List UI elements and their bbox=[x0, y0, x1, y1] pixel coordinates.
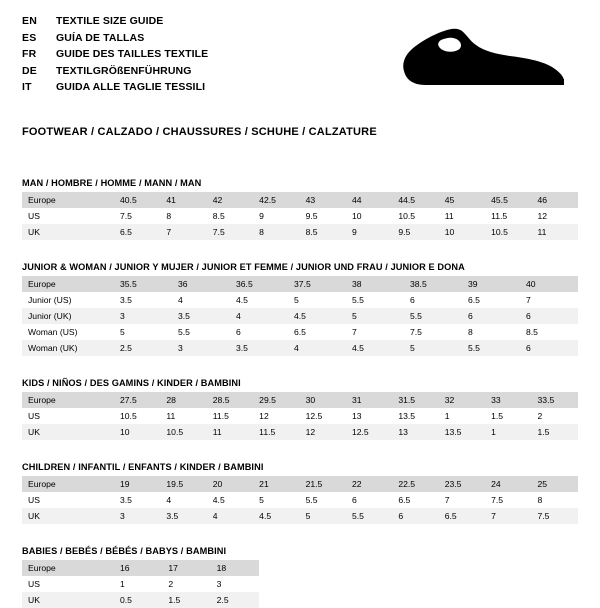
cell: 10.5 bbox=[160, 424, 206, 440]
cell: 6 bbox=[392, 508, 438, 524]
row-label: Europe bbox=[22, 192, 114, 208]
table-row bbox=[22, 208, 578, 224]
cell: 5 bbox=[253, 492, 299, 508]
cell: 42 bbox=[207, 192, 253, 208]
cell: 4 bbox=[288, 340, 346, 356]
cell: 38 bbox=[346, 276, 404, 292]
cell: 25 bbox=[532, 476, 578, 492]
cell: 18 bbox=[211, 560, 259, 576]
row-label: US bbox=[22, 576, 114, 592]
cell: 1 bbox=[439, 408, 485, 424]
cell: 3.5 bbox=[172, 308, 230, 324]
cell: 8 bbox=[160, 208, 206, 224]
cell: 3.5 bbox=[114, 292, 172, 308]
cell: 11 bbox=[439, 208, 485, 224]
cell: 7 bbox=[485, 508, 531, 524]
cell: 4.5 bbox=[346, 340, 404, 356]
cell: 5.5 bbox=[404, 308, 462, 324]
table-row bbox=[22, 340, 578, 356]
cell: 7.5 bbox=[404, 324, 462, 340]
cell: 12 bbox=[253, 408, 299, 424]
section-kids bbox=[22, 378, 578, 440]
cell: 4 bbox=[172, 292, 230, 308]
cell: 9.5 bbox=[392, 224, 438, 240]
size-table-babies bbox=[22, 560, 259, 608]
cell: 2 bbox=[162, 576, 210, 592]
cell: 37.5 bbox=[288, 276, 346, 292]
table-row bbox=[22, 492, 578, 508]
cell: 6.5 bbox=[392, 492, 438, 508]
cell: 36 bbox=[172, 276, 230, 292]
size-table-children bbox=[22, 476, 578, 524]
language-code: DE bbox=[22, 64, 37, 77]
cell: 33.5 bbox=[532, 392, 578, 408]
cell: 7 bbox=[520, 292, 578, 308]
language-title: GUÍA DE TALLAS bbox=[56, 31, 145, 44]
cell: 40.5 bbox=[114, 192, 160, 208]
cell: 28.5 bbox=[207, 392, 253, 408]
table-row bbox=[22, 276, 578, 292]
cell: 6.5 bbox=[288, 324, 346, 340]
cell: 3 bbox=[114, 508, 160, 524]
table-row bbox=[22, 292, 578, 308]
cell: 21 bbox=[253, 476, 299, 492]
size-table-kids bbox=[22, 392, 578, 440]
cell: 5.5 bbox=[462, 340, 520, 356]
language-title: GUIDA ALLE TAGLIE TESSILI bbox=[56, 81, 206, 93]
section-babies bbox=[22, 546, 578, 608]
cell: 39 bbox=[462, 276, 520, 292]
cell: 12 bbox=[532, 208, 578, 224]
language-code: ES bbox=[22, 31, 37, 44]
row-label: US bbox=[22, 208, 114, 224]
cell: 10.5 bbox=[114, 408, 160, 424]
cell: 4.5 bbox=[253, 508, 299, 524]
cell: 17 bbox=[162, 560, 210, 576]
cell: 24 bbox=[485, 476, 531, 492]
cell: 41 bbox=[160, 192, 206, 208]
row-label: Europe bbox=[22, 276, 114, 292]
section-title: JUNIOR & WOMAN / JUNIOR Y MUJER / JUNIOR ET FEMME / JUNIOR UND FRAU / JUNIOR E DONA bbox=[22, 262, 465, 272]
cell: 4.5 bbox=[207, 492, 253, 508]
table-row bbox=[22, 392, 578, 408]
cell: 8 bbox=[462, 324, 520, 340]
cell: 4 bbox=[207, 508, 253, 524]
cell: 44.5 bbox=[392, 192, 438, 208]
cell: 1.5 bbox=[485, 408, 531, 424]
cell: 8.5 bbox=[300, 224, 346, 240]
language-code: EN bbox=[22, 15, 37, 27]
cell: 5 bbox=[114, 324, 172, 340]
cell: 11.5 bbox=[485, 208, 531, 224]
page-header bbox=[22, 14, 578, 110]
row-label: UK bbox=[22, 424, 114, 440]
cell: 8.5 bbox=[520, 324, 578, 340]
section-title: MAN / HOMBRE / HOMME / MANN / MAN bbox=[22, 178, 202, 188]
row-label: Europe bbox=[22, 560, 114, 576]
cell: 9.5 bbox=[300, 208, 346, 224]
cell: 3 bbox=[211, 576, 259, 592]
cell: 5.5 bbox=[172, 324, 230, 340]
cell: 3 bbox=[114, 308, 172, 324]
cell: 2.5 bbox=[114, 340, 172, 356]
cell: 22.5 bbox=[392, 476, 438, 492]
cell: 13 bbox=[392, 424, 438, 440]
cell: 7.5 bbox=[114, 208, 160, 224]
cell: 3.5 bbox=[230, 340, 288, 356]
cell: 5 bbox=[288, 292, 346, 308]
cell: 2 bbox=[532, 408, 578, 424]
language-row bbox=[22, 64, 208, 80]
cell: 6.5 bbox=[114, 224, 160, 240]
cell: 6 bbox=[520, 340, 578, 356]
cell: 21.5 bbox=[300, 476, 346, 492]
language-title: TEXTILE SIZE GUIDE bbox=[56, 15, 164, 27]
cell: 1.5 bbox=[532, 424, 578, 440]
cell: 7 bbox=[346, 324, 404, 340]
row-label: Junior (UK) bbox=[22, 308, 114, 324]
cell: 8 bbox=[253, 224, 299, 240]
dress-shoe-icon bbox=[382, 14, 572, 100]
table-row bbox=[22, 308, 578, 324]
cell: 5.5 bbox=[346, 292, 404, 308]
row-label: Woman (US) bbox=[22, 324, 114, 340]
cell: 32 bbox=[439, 392, 485, 408]
row-label: Junior (US) bbox=[22, 292, 114, 308]
cell: 8.5 bbox=[207, 208, 253, 224]
row-label: US bbox=[22, 492, 114, 508]
cell: 12.5 bbox=[300, 408, 346, 424]
cell: 31.5 bbox=[392, 392, 438, 408]
cell: 6 bbox=[230, 324, 288, 340]
cell: 7 bbox=[160, 224, 206, 240]
cell: 36.5 bbox=[230, 276, 288, 292]
cell: 28 bbox=[160, 392, 206, 408]
category-title: FOOTWEAR / CALZADO / CHAUSSURES / SCHUHE / CALZATURE bbox=[22, 126, 377, 138]
cell: 4.5 bbox=[288, 308, 346, 324]
cell: 5.5 bbox=[346, 508, 392, 524]
language-row bbox=[22, 47, 208, 63]
cell: 11.5 bbox=[253, 424, 299, 440]
cell: 44 bbox=[346, 192, 392, 208]
cell: 6 bbox=[462, 308, 520, 324]
language-code: FR bbox=[22, 48, 37, 60]
table-row bbox=[22, 576, 259, 592]
cell: 33 bbox=[485, 392, 531, 408]
cell: 11 bbox=[207, 424, 253, 440]
cell: 10.5 bbox=[392, 208, 438, 224]
cell: 3 bbox=[172, 340, 230, 356]
size-table-junior-woman bbox=[22, 276, 578, 356]
cell: 19.5 bbox=[160, 476, 206, 492]
cell: 46 bbox=[532, 192, 578, 208]
cell: 10 bbox=[114, 424, 160, 440]
cell: 6.5 bbox=[462, 292, 520, 308]
cell: 13.5 bbox=[439, 424, 485, 440]
cell: 4.5 bbox=[230, 292, 288, 308]
language-titles bbox=[22, 14, 208, 97]
language-title: GUIDE DES TAILLES TEXTILE bbox=[56, 48, 209, 60]
cell: 5 bbox=[404, 340, 462, 356]
cell: 40 bbox=[520, 276, 578, 292]
cell: 5 bbox=[346, 308, 404, 324]
cell: 6 bbox=[520, 308, 578, 324]
cell: 23.5 bbox=[439, 476, 485, 492]
cell: 20 bbox=[207, 476, 253, 492]
table-row bbox=[22, 508, 578, 524]
cell: 9 bbox=[253, 208, 299, 224]
row-label: UK bbox=[22, 224, 114, 240]
cell: 9 bbox=[346, 224, 392, 240]
cell: 4 bbox=[230, 308, 288, 324]
cell: 3.5 bbox=[114, 492, 160, 508]
cell: 42.5 bbox=[253, 192, 299, 208]
cell: 13 bbox=[346, 408, 392, 424]
cell: 10 bbox=[346, 208, 392, 224]
table-row bbox=[22, 476, 578, 492]
size-table-man bbox=[22, 192, 578, 240]
cell: 7.5 bbox=[532, 508, 578, 524]
cell: 1.5 bbox=[162, 592, 210, 608]
cell: 10 bbox=[439, 224, 485, 240]
cell: 45 bbox=[439, 192, 485, 208]
cell: 35.5 bbox=[114, 276, 172, 292]
section-title: KIDS / NIÑOS / DES GAMINS / KINDER / BAMBINI bbox=[22, 378, 241, 388]
cell: 11 bbox=[532, 224, 578, 240]
cell: 1 bbox=[485, 424, 531, 440]
section-junior-woman bbox=[22, 262, 578, 356]
row-label: Woman (UK) bbox=[22, 340, 114, 356]
table-row bbox=[22, 424, 578, 440]
cell: 38.5 bbox=[404, 276, 462, 292]
row-label: US bbox=[22, 408, 114, 424]
section-title: BABIES / BEBÉS / BÉBÉS / BABYS / BAMBINI bbox=[22, 546, 227, 556]
section-title: CHILDREN / INFANTIL / ENFANTS / KINDER / BAMBINI bbox=[22, 462, 264, 472]
cell: 43 bbox=[300, 192, 346, 208]
cell: 13.5 bbox=[392, 408, 438, 424]
cell: 7.5 bbox=[485, 492, 531, 508]
cell: 16 bbox=[114, 560, 162, 576]
cell: 4 bbox=[160, 492, 206, 508]
language-title: TEXTILGRÖßENFÜHRUNG bbox=[56, 64, 192, 77]
cell: 7 bbox=[439, 492, 485, 508]
cell: 6.5 bbox=[439, 508, 485, 524]
cell: 30 bbox=[300, 392, 346, 408]
cell: 6 bbox=[346, 492, 392, 508]
section-man bbox=[22, 178, 578, 240]
row-label: Europe bbox=[22, 476, 114, 492]
cell: 8 bbox=[532, 492, 578, 508]
language-code: IT bbox=[22, 81, 32, 93]
row-label: UK bbox=[22, 508, 114, 524]
table-row bbox=[22, 592, 259, 608]
cell: 45.5 bbox=[485, 192, 531, 208]
language-row bbox=[22, 31, 208, 47]
cell: 0.5 bbox=[114, 592, 162, 608]
cell: 12 bbox=[300, 424, 346, 440]
table-row bbox=[22, 324, 578, 340]
cell: 5.5 bbox=[300, 492, 346, 508]
cell: 5 bbox=[300, 508, 346, 524]
cell: 6 bbox=[404, 292, 462, 308]
row-label: Europe bbox=[22, 392, 114, 408]
language-row bbox=[22, 80, 208, 96]
cell: 31 bbox=[346, 392, 392, 408]
section-children bbox=[22, 462, 578, 524]
cell: 1 bbox=[114, 576, 162, 592]
cell: 19 bbox=[114, 476, 160, 492]
language-row bbox=[22, 14, 208, 30]
table-row bbox=[22, 224, 578, 240]
cell: 3.5 bbox=[160, 508, 206, 524]
table-row bbox=[22, 560, 259, 576]
row-label: UK bbox=[22, 592, 114, 608]
cell: 7.5 bbox=[207, 224, 253, 240]
cell: 10.5 bbox=[485, 224, 531, 240]
table-row bbox=[22, 408, 578, 424]
cell: 11 bbox=[160, 408, 206, 424]
table-row bbox=[22, 192, 578, 208]
cell: 12.5 bbox=[346, 424, 392, 440]
cell: 29.5 bbox=[253, 392, 299, 408]
cell: 2.5 bbox=[211, 592, 259, 608]
cell: 22 bbox=[346, 476, 392, 492]
cell: 11.5 bbox=[207, 408, 253, 424]
cell: 27.5 bbox=[114, 392, 160, 408]
